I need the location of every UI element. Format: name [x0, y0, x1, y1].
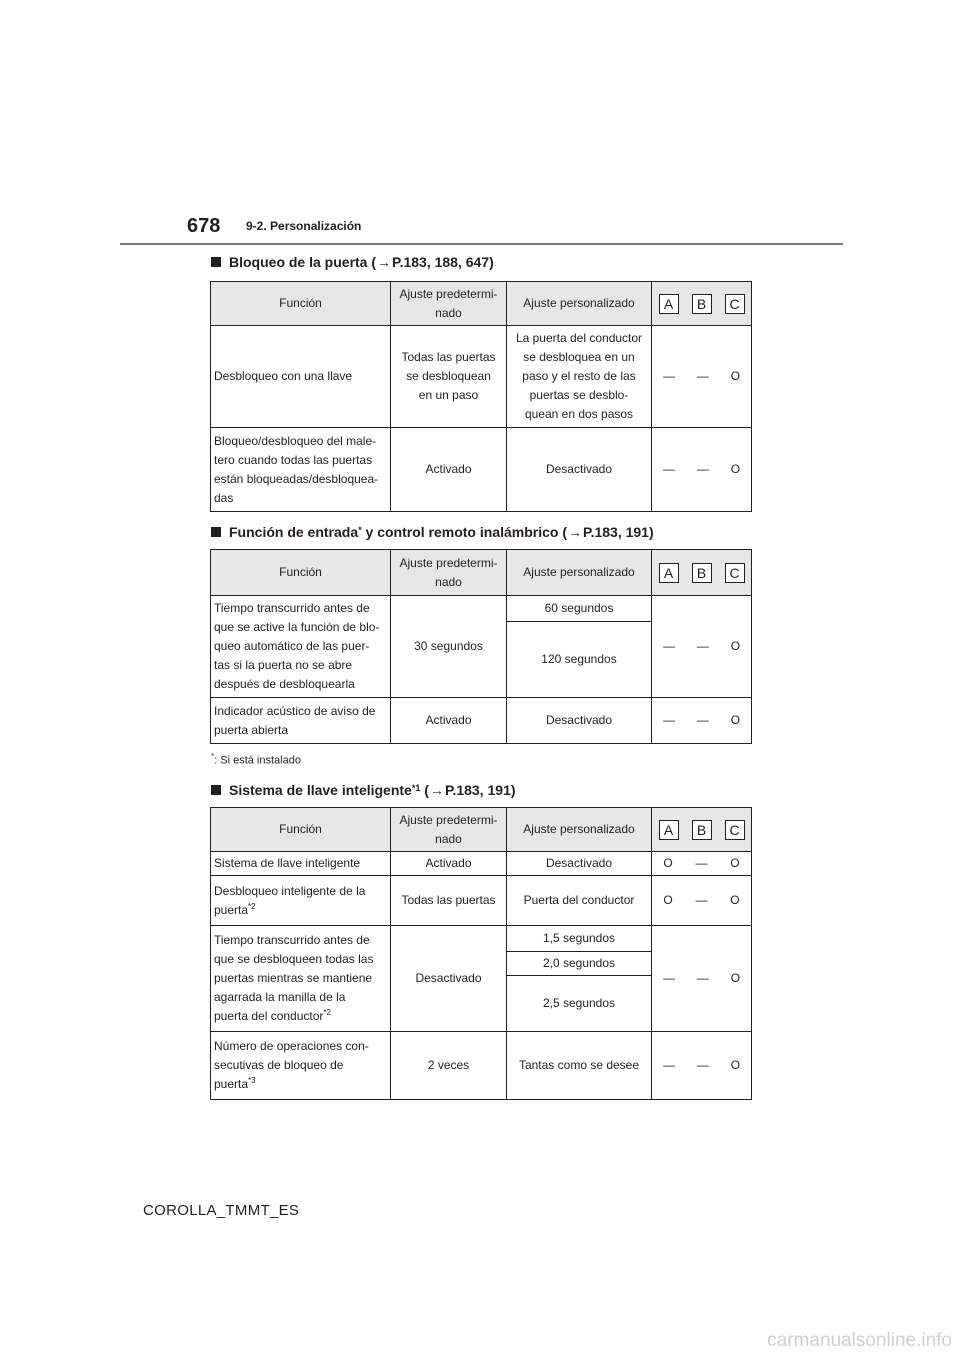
cell-abc [652, 428, 752, 512]
cell-custom: Desactivado [507, 428, 652, 512]
cell-function-sup: *3 [248, 1076, 256, 1085]
cell-custom: 120 segundos [507, 622, 652, 698]
col-header-a: A [659, 820, 679, 840]
cell-function: Tiempo transcurrido antes de que se active la función de blo- queo automático de las puer- tas si la puerta no se abre después de desbloquearla [211, 596, 391, 698]
cell-default: 2 veces [391, 1032, 507, 1100]
cell-custom: 1,5 segundos [507, 926, 652, 952]
bullet-square-icon [211, 257, 221, 267]
cell-c: O [730, 893, 740, 907]
table-row [211, 698, 752, 744]
table-row [211, 596, 752, 622]
cell-c: O [730, 971, 741, 985]
cell-custom: Desactivado [507, 852, 652, 876]
bullet-square-icon [211, 785, 221, 795]
col-header-abc [652, 550, 752, 596]
cell-default: Activado [391, 698, 507, 744]
cell-default: Todas las puertas se desbloquean en un paso [391, 326, 507, 428]
col-header-custom: Ajuste personalizado [507, 550, 652, 596]
section-title: Bloqueo de la puerta [229, 254, 368, 270]
model-code: COROLLA_TMMT_ES [143, 1202, 300, 1219]
cell-abc [652, 926, 752, 1032]
col-header-b: B [692, 563, 712, 583]
cell-abc [652, 876, 752, 926]
table-entry-function [210, 549, 752, 744]
section-ref: P.183, 188, 647 [392, 254, 490, 270]
cell-c: O [730, 639, 741, 653]
col-header-default: Ajuste predetermi- nado [391, 808, 507, 852]
cell-abc [652, 326, 752, 428]
table-door-lock [210, 281, 752, 512]
section-heading-door-lock: Bloqueo de la puerta ( → P.183, 188, 647 ) [211, 254, 494, 270]
cell-abc [652, 852, 752, 876]
cell-function: Sistema de llave inteligente [211, 852, 391, 876]
table-row [211, 852, 752, 876]
cell-c: O [730, 1058, 741, 1072]
cell-b: — [696, 462, 709, 476]
cell-default: Activado [391, 428, 507, 512]
cell-a: O [663, 856, 673, 870]
cell-abc [652, 596, 752, 698]
cell-a: — [662, 462, 675, 476]
col-header-default: Ajuste predetermi- nado [391, 550, 507, 596]
cell-c: O [730, 856, 740, 870]
cell-b: — [696, 971, 709, 985]
col-header-abc [652, 808, 752, 852]
section-title-rest: y control remoto inalámbrico [361, 524, 559, 540]
col-header-c: C [725, 820, 745, 840]
section-heading-smart-key: Sistema de llave inteligente $^{*1}$ ( → P.183, 191 ) [211, 782, 516, 798]
watermark: carmanualsonline.info [767, 1330, 952, 1351]
cell-function: Desbloqueo inteligente de la puerta$^{*2}$ [211, 876, 391, 926]
col-header-c: C [725, 294, 745, 314]
cell-function: Indicador acústico de aviso de puerta abierta [211, 698, 391, 744]
table-row [211, 428, 752, 512]
cell-c: O [730, 713, 741, 727]
cell-a: — [662, 369, 675, 383]
cell-a: — [662, 713, 675, 727]
col-header-function: Función [211, 550, 391, 596]
cell-function: Bloqueo/desbloqueo del male- tero cuando todas las puertas están bloqueadas/desbloquea- das [211, 428, 391, 512]
table-smart-key [210, 807, 752, 1100]
section-title: Sistema de llave inteligente [229, 782, 412, 798]
cell-function: Tiempo transcurrido antes de que se desbloqueen todas las puertas mientras se mantiene agarrada la manilla de la puerta del conductor$^{*2}$ [211, 926, 391, 1032]
cell-c: O [730, 369, 741, 383]
cell-function: Desbloqueo con una llave [211, 326, 391, 428]
section-label: 9-2. Personalización [246, 219, 362, 233]
arrow-right-icon: → [429, 782, 444, 798]
header-rule [120, 243, 843, 245]
table-header-row [211, 808, 752, 852]
table-row [211, 326, 752, 428]
footnote [211, 752, 301, 767]
cell-b: — [696, 713, 709, 727]
cell-function-sup: *2 [248, 901, 256, 911]
table-header-row [211, 550, 752, 596]
cell-abc [652, 698, 752, 744]
section-heading-entry-function: Función de entrada * y control remoto inalámbrico ( → P.183, 191 ) [211, 524, 654, 540]
cell-b: — [696, 369, 709, 383]
col-header-c: C [725, 563, 745, 583]
col-header-b: B [692, 820, 712, 840]
cell-a: O [663, 893, 673, 907]
cell-function-sup: *2 [323, 1008, 331, 1017]
cell-a: — [662, 971, 675, 985]
cell-custom: Puerta del conductor [507, 876, 652, 926]
col-header-a: A [659, 563, 679, 583]
col-header-custom: Ajuste personalizado [507, 808, 652, 852]
cell-b: — [696, 1058, 709, 1072]
arrow-right-icon: → [377, 254, 392, 270]
col-header-custom: Ajuste personalizado [507, 282, 652, 326]
col-header-function: Función [211, 282, 391, 326]
bullet-square-icon [211, 527, 221, 537]
table-row [211, 876, 752, 926]
col-header-function: Función [211, 808, 391, 852]
cell-function: Número de operaciones con- secutivas de bloqueo de puerta$^{*3}$ [211, 1032, 391, 1100]
footnote-text: : Si está instalado [214, 754, 301, 767]
cell-c: O [730, 462, 741, 476]
cell-b: — [695, 856, 708, 870]
section-ref: P.183, 191 [444, 782, 511, 798]
col-header-abc [652, 282, 752, 326]
col-header-default: Ajuste predetermi- nado [391, 282, 507, 326]
table-row [211, 926, 752, 952]
table-row [211, 1032, 752, 1100]
cell-default: 30 segundos [391, 596, 507, 698]
footnote-mark: * [211, 752, 215, 761]
cell-a: — [662, 1058, 675, 1072]
cell-custom: Desactivado [507, 698, 652, 744]
cell-abc [652, 1032, 752, 1100]
cell-a: — [662, 639, 675, 653]
table-header-row [211, 282, 752, 326]
cell-default: Todas las puertas [391, 876, 507, 926]
cell-custom: Tantas como se desee [507, 1032, 652, 1100]
section-title: Función de entrada [229, 524, 359, 540]
cell-custom: La puerta del conductor se desbloquea en un paso y el resto de las puertas se desblo- quean en dos pasos [507, 326, 652, 428]
cell-default: Desactivado [391, 926, 507, 1032]
cell-b: — [696, 639, 709, 653]
cell-custom: 2,0 segundos [507, 952, 652, 976]
col-header-a: A [659, 294, 679, 314]
cell-default: Activado [391, 852, 507, 876]
page-number: 678 [187, 215, 221, 237]
col-header-b: B [692, 294, 712, 314]
cell-custom: 60 segundos [507, 596, 652, 622]
cell-b: — [695, 893, 708, 907]
cell-custom: 2,5 segundos [507, 976, 652, 1032]
arrow-right-icon: → [568, 524, 583, 540]
section-ref: P.183, 191 [583, 524, 649, 540]
